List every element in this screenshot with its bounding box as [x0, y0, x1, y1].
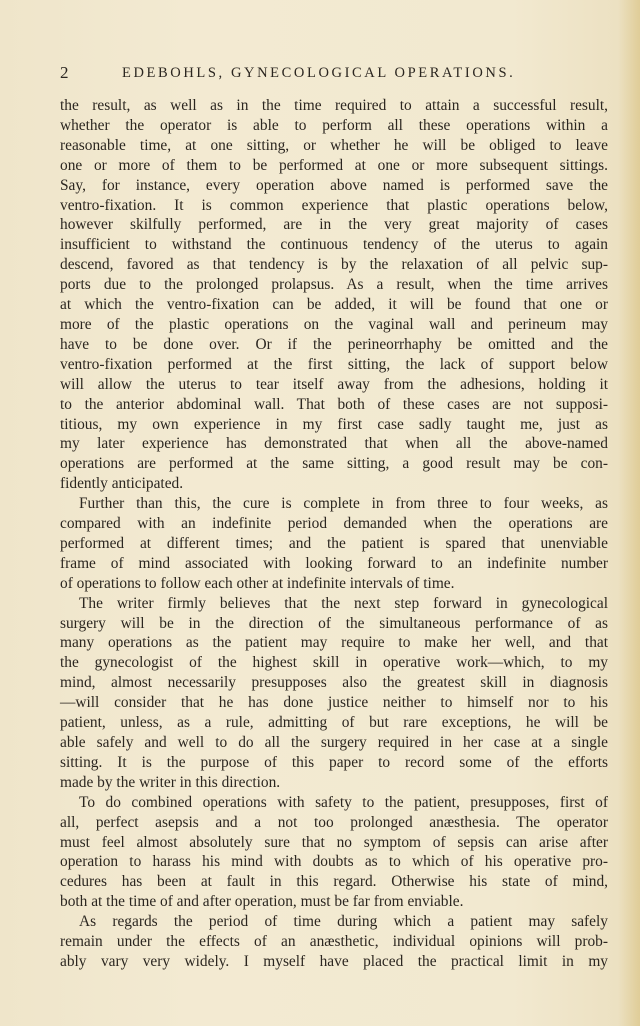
- text-line: must feel almost absolutely sure that no symptom of sepsis can arise after: [60, 833, 608, 851]
- text-line: fidently anticipated.: [60, 475, 184, 493]
- text-line: ventro-fixation performed at the first sitting, the lack of support below: [60, 355, 608, 373]
- text-line: performed at different times; and the patient is spared that unenviable: [60, 534, 608, 552]
- text-line: sitting. It is the purpose of this paper to record some of the efforts: [60, 753, 608, 771]
- text-line: mind, almost necessarily presupposes also the greatest skill in diagnosis: [60, 674, 608, 692]
- text-line: whether the operator is able to perform all these operations within a: [60, 116, 608, 134]
- text-line: my later experience has demonstrated that when all the above-named: [60, 435, 608, 453]
- text-line: more of the plastic operations on the vaginal wall and perineum may: [60, 315, 608, 333]
- text-line: Say, for instance, every operation above named is performed save the: [60, 176, 608, 194]
- page-number: 2: [60, 63, 69, 82]
- text-line: To do combined operations with safety to the patient, presupposes, first of: [79, 793, 608, 811]
- text-line: ably vary very widely. I myself have placed the practical limit in my: [60, 952, 608, 970]
- text-line: insufficient to withstand the continuous tendency of the uterus to again: [60, 236, 608, 254]
- text-line: ports due to the prolonged prolapsus. As a result, when the time arrives: [60, 276, 608, 294]
- text-line: to the anterior abdominal wall. That both of these cases are not supposi-: [60, 395, 608, 413]
- text-line: of operations to follow each other at indefinite intervals of time.: [60, 574, 455, 592]
- text-line: will allow the uterus to tear itself away from the adhesions, holding it: [60, 375, 608, 393]
- running-header: [60, 63, 600, 85]
- running-title: EDEBOHLS, GYNECOLOGICAL OPERATIONS.: [122, 65, 516, 81]
- text-line: operations are performed at the same sitting, a good result may be con-: [60, 455, 608, 473]
- text-line: titious, my own experience in my first case sadly taught me, just as: [60, 415, 608, 433]
- text-line: the result, as well as in the time required to attain a successful result,: [60, 97, 608, 114]
- text-line: all, perfect asepsis and a not too prolonged anæsthesia. The operator: [60, 813, 608, 831]
- text-line: patient, unless, as a rule, admitting of but rare exceptions, he will be: [60, 714, 608, 732]
- text-line: reasonable time, at one sitting, or whether he will be obliged to leave: [60, 136, 608, 154]
- text-line: both at the time of and after operation, must be far from enviable.: [60, 893, 464, 911]
- text-line: —will consider that he has done justice neither to himself nor to his: [60, 694, 608, 712]
- text-line: surgery will be in the direction of the simultaneous performance of as: [60, 614, 608, 632]
- text-line: the gynecologist of the highest skill in operative work—which, to my: [60, 654, 608, 672]
- text-line: descend, favored as that tendency is by the relaxation of all pelvic sup-: [60, 256, 608, 274]
- page-edge-shadow: [618, 0, 640, 1026]
- text-line: made by the writer in this direction.: [60, 773, 281, 791]
- text-line: ventro-fixation. It is common experience that plastic operations below,: [60, 196, 608, 214]
- text-line: at which the ventro-fixation can be added, it will be found that one or: [60, 296, 608, 314]
- text-line: compared with an indefinite period demanded when the operations are: [60, 515, 608, 533]
- text-line: able safely and well to do all the surgery required in her case at a single: [60, 734, 608, 751]
- text-line: many operations as the patient may require to make her well, and that: [60, 634, 608, 652]
- text-line: however skilfully performed, are in the very great majority of cases: [60, 216, 608, 234]
- text-line: As regards the period of time during which a patient may safely: [79, 913, 608, 931]
- text-line: remain under the effects of an anæsthetic, individual opinions will prob-: [60, 933, 608, 951]
- text-line: frame of mind associated with looking forward to an indefinite number: [60, 554, 608, 572]
- text-line: operation to harass his mind with doubts as to which of his operative pro-: [60, 853, 608, 871]
- body-text: [60, 96, 608, 972]
- text-line: Further than this, the cure is complete in from three to four weeks, as: [79, 495, 608, 513]
- text-line: cedures has been at fault in this regard. Otherwise his state of mind,: [60, 873, 608, 891]
- text-line: The writer firmly believes that the next step forward in gynecological: [79, 594, 608, 612]
- text-line: have to be done over. Or if the perineorrhaphy be omitted and the: [60, 335, 608, 353]
- text-line: one or more of them to be performed at one or more subsequent sittings.: [60, 156, 608, 174]
